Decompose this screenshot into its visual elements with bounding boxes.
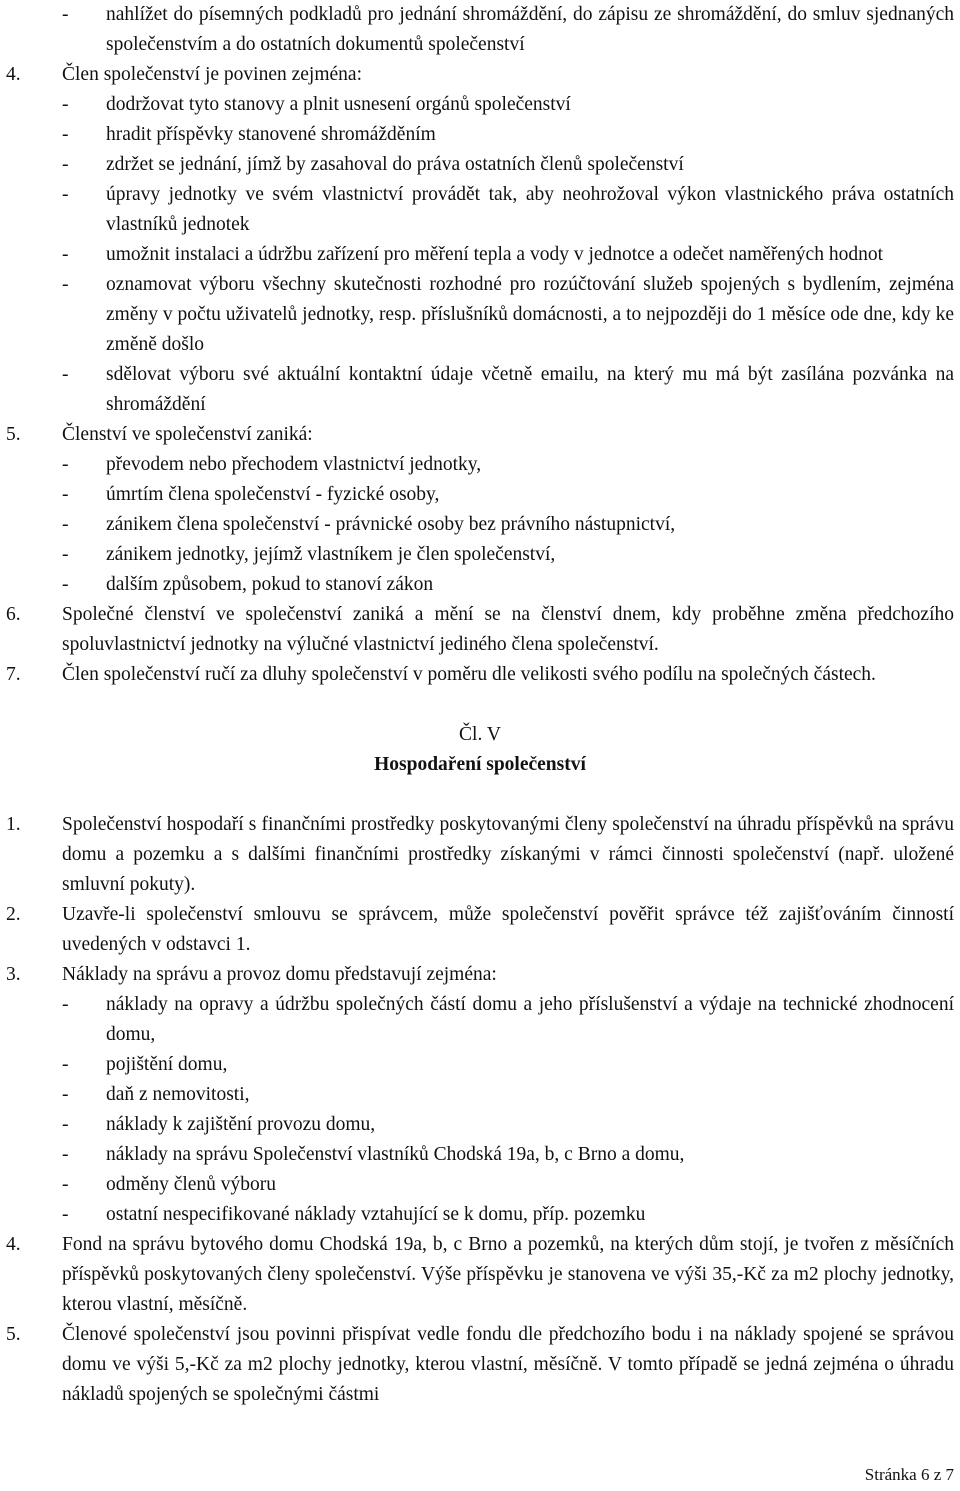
list-item	[6, 960, 954, 990]
list-marker: -	[62, 4, 69, 25]
list-item	[6, 60, 954, 90]
list-marker: -	[62, 1084, 69, 1105]
list-marker: -	[62, 484, 69, 505]
list-marker: 6.	[6, 604, 21, 625]
list-item	[6, 0, 954, 60]
list-text: náklady k zajištění provozu domu,	[106, 1114, 376, 1135]
list-text: nahlížet do písemných podkladů pro jednání shromáždění, do zápisu ze shromáždění, do smluv sjednaných společenstvím a do ostatních dokumentů společenství	[106, 4, 954, 55]
list-item	[6, 480, 954, 510]
list-marker: 4.	[6, 1234, 21, 1255]
list-marker: -	[62, 124, 69, 145]
list-item	[6, 510, 954, 540]
list-marker: -	[62, 274, 69, 295]
list-item	[6, 1110, 954, 1140]
list-item	[6, 90, 954, 120]
list-item	[6, 240, 954, 270]
list-item	[6, 540, 954, 570]
list-text: dodržovat tyto stanovy a plnit usnesení orgánů společenství	[106, 94, 571, 115]
list-marker: -	[62, 574, 69, 595]
list-item	[6, 600, 954, 660]
list-text: úmrtím člena společenství - fyzické osoby,	[106, 484, 440, 505]
list-item	[6, 900, 954, 960]
list-text: ostatní nespecifikované náklady vztahující se k domu, příp. pozemku	[106, 1204, 646, 1225]
list-text: Členství ve společenství zaniká:	[62, 424, 313, 445]
list-item	[6, 120, 954, 150]
list-item	[6, 180, 954, 240]
list-text: Členové společenství jsou povinni přispívat vedle fondu dle předchozího bodu i na náklady spojené se správou domu ve výši 5,-Kč za m2 plochy jednotky, kterou vlastní, měsíčně. V tomto případě se jedná zejména o úhradu nákladů spojených se společnými částmi	[62, 1324, 954, 1405]
list-marker: 2.	[6, 904, 21, 925]
list-marker: 1.	[6, 814, 21, 835]
list-marker: -	[62, 184, 69, 205]
list-text: Člen společenství je povinen zejména:	[62, 64, 362, 85]
list-item	[6, 420, 954, 450]
list-text: Člen společenství ručí za dluhy společenství v poměru dle velikosti svého podílu na společných částech.	[62, 664, 876, 685]
list-text: daň z nemovitosti,	[106, 1084, 250, 1105]
list-marker: -	[62, 994, 69, 1015]
list-marker: -	[62, 1204, 69, 1225]
list-text: Společenství hospodaří s finančními prostředky poskytovanými členy společenství na úhradu příspěvků na správu domu a pozemku a s dalšími finančními prostředky získanými v rámci činnosti společenství (např. uložené smluvní pokuty).	[62, 814, 954, 895]
list-marker: 5.	[6, 1324, 21, 1345]
page-number: Stránka 6 z 7	[864, 1465, 954, 1484]
list-marker: -	[62, 1174, 69, 1195]
article-number: Čl. V	[459, 724, 501, 745]
list-item	[6, 360, 954, 420]
list-item	[6, 1140, 954, 1170]
list-marker: -	[62, 154, 69, 175]
list-text: hradit příspěvky stanovené shromážděním	[106, 124, 436, 145]
list-item	[6, 1230, 954, 1320]
list-text: pojištění domu,	[106, 1054, 228, 1075]
list-marker: -	[62, 1114, 69, 1135]
list-text: náklady na správu Společenství vlastníků Chodská 19a, b, c Brno a domu,	[106, 1144, 685, 1165]
list-text: Náklady na správu a provoz domu představují zejména:	[62, 964, 497, 985]
section-list	[6, 810, 954, 1410]
list-text: Společné členství ve společenství zaniká a mění se na členství dnem, kdy proběhne změna předchozího spoluvlastnictví jednotky na výlučné vlastnictví jediného člena společenství.	[62, 604, 954, 655]
list-text: zdržet se jednání, jímž by zasahoval do práva ostatních členů společenství	[106, 154, 684, 175]
article-title: Hospodaření společenství	[374, 754, 586, 775]
list-marker: -	[62, 364, 69, 385]
list-marker: -	[62, 544, 69, 565]
list-marker: 3.	[6, 964, 21, 985]
list-item	[6, 570, 954, 600]
list-text: umožnit instalaci a údržbu zařízení pro měření tepla a vody v jednotce a odečet naměřených hodnot	[106, 244, 883, 265]
list-item	[6, 990, 954, 1050]
list-marker: -	[62, 1054, 69, 1075]
list-text: Fond na správu bytového domu Chodská 19a, b, c Brno a pozemků, na kterých dům stojí, je tvořen z měsíčních příspěvků poskytovaných členy společenství. Výše příspěvku je stanovena ve výši 35,-Kč za m2 plochy jednotky, kterou vlastní, měsíčně.	[62, 1234, 954, 1315]
list-marker: -	[62, 1144, 69, 1165]
list-text: odměny členů výboru	[106, 1174, 277, 1195]
list-marker: -	[62, 244, 69, 265]
list-item	[6, 810, 954, 900]
top-list	[6, 0, 954, 690]
list-item	[6, 1050, 954, 1080]
list-text: sdělovat výboru své aktuální kontaktní údaje včetně emailu, na který mu má být zasílána pozvánka na shromáždění	[106, 364, 954, 415]
list-text: náklady na opravy a údržbu společných částí domu a jeho příslušenství a výdaje na technické zhodnocení domu,	[106, 994, 954, 1045]
list-text: zánikem člena společenství - právnické osoby bez právního nástupnictví,	[106, 514, 676, 535]
list-marker: -	[62, 514, 69, 535]
list-text: dalším způsobem, pokud to stanoví zákon	[106, 574, 434, 595]
list-text: úpravy jednotky ve svém vlastnictví provádět tak, aby neohrožoval výkon vlastnického práva ostatních vlastníků jednotek	[106, 184, 954, 235]
list-item	[6, 1080, 954, 1110]
list-marker: 7.	[6, 664, 21, 685]
list-item	[6, 1170, 954, 1200]
list-item	[6, 270, 954, 360]
list-marker: -	[62, 454, 69, 475]
article-heading	[6, 720, 954, 780]
list-item	[6, 150, 954, 180]
list-marker: 5.	[6, 424, 21, 445]
list-marker: -	[62, 94, 69, 115]
list-text: oznamovat výboru všechny skutečnosti rozhodné pro rozúčtování služeb spojených s bydlením, zejména změny v počtu uživatelů jednotky, resp. příslušníků domácnosti, a to nejpozději do 1 měsíce ode dne, kdy ke změně došlo	[106, 274, 954, 355]
list-text: zánikem jednotky, jejímž vlastníkem je člen společenství,	[106, 544, 556, 565]
list-item	[6, 1320, 954, 1410]
list-text: Uzavře-li společenství smlouvu se správcem, může společenství pověřit správce též zajišťováním činností uvedených v odstavci 1.	[62, 904, 954, 955]
list-item	[6, 450, 954, 480]
list-item	[6, 660, 954, 690]
list-item	[6, 1200, 954, 1230]
list-marker: 4.	[6, 64, 21, 85]
list-text: převodem nebo přechodem vlastnictví jednotky,	[106, 454, 482, 475]
